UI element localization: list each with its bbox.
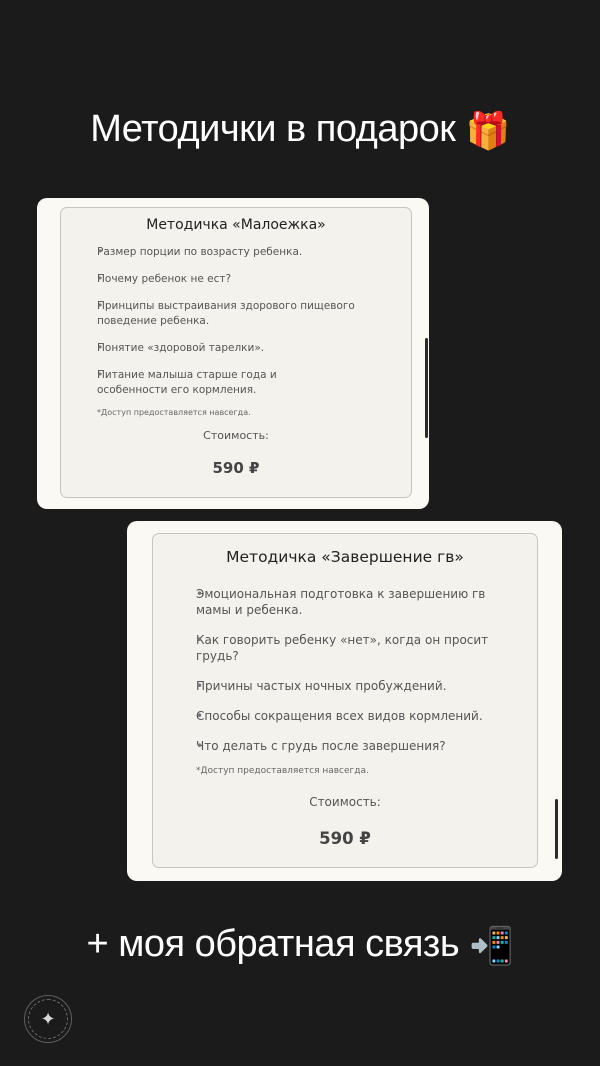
phone-arrow-icon: 📲 [469, 924, 514, 966]
bullet-item: • Эмоциональная подготовка к завершению гв мамы и ребенка. [169, 586, 519, 618]
card-title: Методичка «Малоежка» [146, 217, 326, 233]
price: 590 ₽ [319, 829, 371, 848]
card-zavershenie-gv-inner [152, 533, 538, 868]
bullet-item: • Как говорить ребенку «нет», когда он просит грудь? [169, 632, 519, 664]
access-note: *Доступ предоставляется навсегда. [97, 408, 251, 417]
cost-label: Стоимость: [203, 429, 269, 442]
bullet-item: • Понятие «здоровой тарелки». [75, 341, 395, 356]
gift-icon: 🎁 [465, 109, 510, 151]
bullet-item: • Размер порции по возрасту ребенка. [75, 245, 395, 260]
card-maloezhka-inner [60, 207, 412, 498]
card-title: Методичка «Завершение гв» [226, 548, 464, 566]
imagined-with-ai-badge [24, 995, 72, 1043]
bullet-item: • Почему ребенок не ест? [75, 272, 395, 287]
scrollbar[interactable] [555, 799, 558, 859]
scrollbar[interactable] [425, 338, 428, 438]
cost-label: Стоимость: [309, 795, 381, 809]
bullet-item: • Причины частых ночных пробуждений. [169, 678, 519, 694]
bullet-item: • Питание малыша старше года и особенности его кормления. [75, 368, 395, 398]
badge-ring [28, 999, 68, 1039]
headline-gifts-text: Методички в подарок [90, 108, 456, 150]
price: 590 ₽ [212, 459, 260, 477]
card-zavershenie-gv[interactable] [127, 521, 562, 881]
headline-feedback-text: + моя обратная связь [86, 923, 460, 965]
bullet-item: • Способы сокращения всех видов кормлений. [169, 708, 519, 724]
headline-feedback [0, 923, 600, 967]
headline-gifts [0, 108, 600, 152]
card-maloezhka[interactable] [37, 198, 429, 509]
bullet-item: • Принципы выстраивания здорового пищевого поведение ребенка. [75, 299, 395, 329]
bullet-item: • Что делать с грудь после завершения? [169, 738, 519, 754]
sparkle-icon: ✦ [40, 1008, 56, 1030]
access-note: *Доступ предоставляется навсегда. [196, 766, 369, 776]
